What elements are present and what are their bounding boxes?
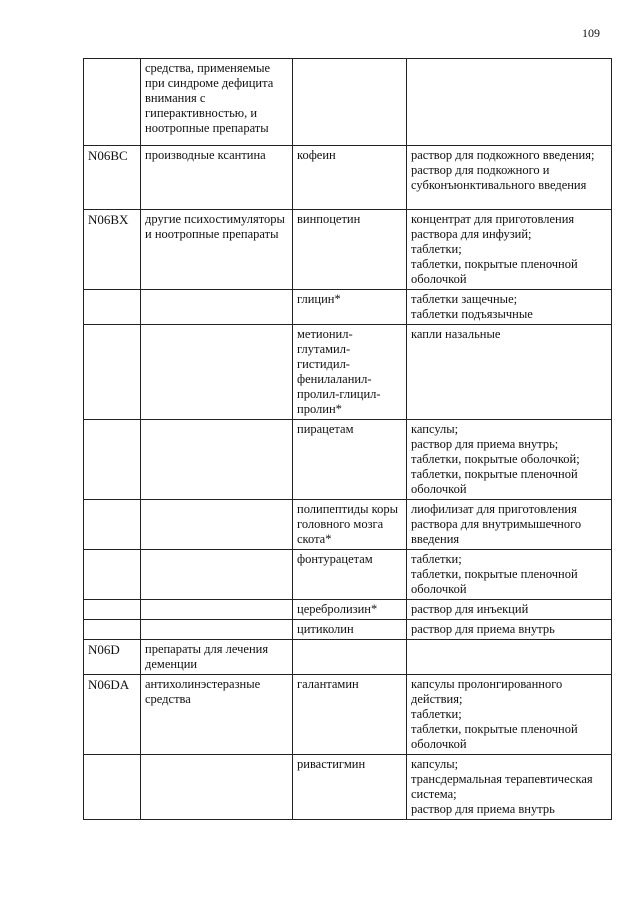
dosage-form: трансдермальная терапевтическая система; <box>411 772 593 801</box>
dosage-forms-cell <box>407 600 612 620</box>
table-row <box>84 59 612 146</box>
table-row <box>84 420 612 500</box>
dosage-forms-cell <box>407 210 612 290</box>
dosage-form: капсулы; <box>411 757 459 771</box>
atc-code-cell <box>84 755 141 820</box>
table-row <box>84 640 612 675</box>
atc-code-cell <box>84 290 141 325</box>
dosage-forms-cell <box>407 420 612 500</box>
dosage-forms-cell <box>407 146 612 210</box>
drug-name-cell: полипептиды коры головного мозга скота* <box>293 500 407 550</box>
atc-code-cell <box>84 600 141 620</box>
drug-name-cell: кофеин <box>293 146 407 210</box>
dosage-form: таблетки подъязычные <box>411 307 533 321</box>
group-cell <box>141 755 293 820</box>
table-row <box>84 600 612 620</box>
drug-name-cell <box>293 59 407 146</box>
dosage-form: таблетки, покрытые пленочной оболочкой <box>411 722 578 751</box>
drug-name-cell: пирацетам <box>293 420 407 500</box>
group-cell: другие психостимуляторы и ноотропные препараты <box>141 210 293 290</box>
dosage-form: таблетки, покрытые оболочкой; <box>411 452 580 466</box>
dosage-form: таблетки, покрытые пленочной оболочкой <box>411 567 578 596</box>
group-cell: средства, применяемые при синдроме дефицита внимания с гиперактивностью, и ноотропные препараты <box>141 59 293 146</box>
atc-code-cell: N06BX <box>84 210 141 290</box>
dosage-form: раствор для инъекций <box>411 602 529 616</box>
dosage-form: капли назальные <box>411 327 501 341</box>
dosage-form: лиофилизат для приготовления раствора для внутримышечного введения <box>411 502 582 546</box>
dosage-form: концентрат для приготовления раствора для инфузий; <box>411 212 575 241</box>
group-cell: антихолинэстеразные средства <box>141 675 293 755</box>
group-cell: производные ксантина <box>141 146 293 210</box>
group-cell <box>141 550 293 600</box>
table-row <box>84 146 612 210</box>
drug-name-cell: цитиколин <box>293 620 407 640</box>
atc-code-cell <box>84 500 141 550</box>
group-cell <box>141 600 293 620</box>
dosage-form: раствор для приема внутрь; <box>411 437 559 451</box>
dosage-forms-cell <box>407 500 612 550</box>
drug-name-cell: глицин* <box>293 290 407 325</box>
dosage-form: таблетки; <box>411 707 462 721</box>
group-cell <box>141 620 293 640</box>
drug-name-cell: галантамин <box>293 675 407 755</box>
atc-code-cell <box>84 550 141 600</box>
atc-code-cell <box>84 420 141 500</box>
dosage-form: раствор для приема внутрь <box>411 802 555 816</box>
drug-name-cell: метионил-глутамил-гистидил-фенилаланил-пролил-глицил-пролин* <box>293 325 407 420</box>
table-row <box>84 290 612 325</box>
group-cell <box>141 290 293 325</box>
dosage-form: раствор для подкожного введения; <box>411 148 595 162</box>
group-cell <box>141 420 293 500</box>
dosage-forms-cell <box>407 620 612 640</box>
table-row <box>84 325 612 420</box>
dosage-forms-cell <box>407 550 612 600</box>
drug-name-cell <box>293 640 407 675</box>
table-row <box>84 500 612 550</box>
atc-code-cell <box>84 325 141 420</box>
dosage-form: таблетки; <box>411 552 462 566</box>
dosage-form: раствор для подкожного и субконъюнктивального введения <box>411 163 587 192</box>
dosage-forms-cell <box>407 675 612 755</box>
table-row <box>84 210 612 290</box>
group-cell <box>141 500 293 550</box>
dosage-forms-cell <box>407 640 612 675</box>
dosage-form: раствор для приема внутрь <box>411 622 555 636</box>
drug-name-cell: церебролизин* <box>293 600 407 620</box>
atc-code-cell: N06BC <box>84 146 141 210</box>
drug-name-cell: фонтурацетам <box>293 550 407 600</box>
dosage-forms-cell <box>407 325 612 420</box>
drug-table <box>83 58 612 820</box>
drug-name-cell: ривастигмин <box>293 755 407 820</box>
dosage-form: таблетки, покрытые пленочной оболочкой <box>411 257 578 286</box>
atc-code-cell: N06DA <box>84 675 141 755</box>
group-cell <box>141 325 293 420</box>
dosage-forms-cell <box>407 290 612 325</box>
dosage-forms-cell <box>407 59 612 146</box>
atc-code-cell <box>84 620 141 640</box>
group-cell: препараты для лечения деменции <box>141 640 293 675</box>
dosage-form: таблетки защечные; <box>411 292 518 306</box>
page-number: 109 <box>582 26 600 40</box>
dosage-form: капсулы пролонгированного действия; <box>411 677 563 706</box>
table-row <box>84 675 612 755</box>
atc-code-cell: N06D <box>84 640 141 675</box>
dosage-form: таблетки; <box>411 242 462 256</box>
dosage-form: таблетки, покрытые пленочной оболочкой <box>411 467 578 496</box>
table-row <box>84 620 612 640</box>
atc-code-cell <box>84 59 141 146</box>
table-row <box>84 755 612 820</box>
drug-name-cell: винпоцетин <box>293 210 407 290</box>
dosage-forms-cell <box>407 755 612 820</box>
table-row <box>84 550 612 600</box>
dosage-form: капсулы; <box>411 422 459 436</box>
